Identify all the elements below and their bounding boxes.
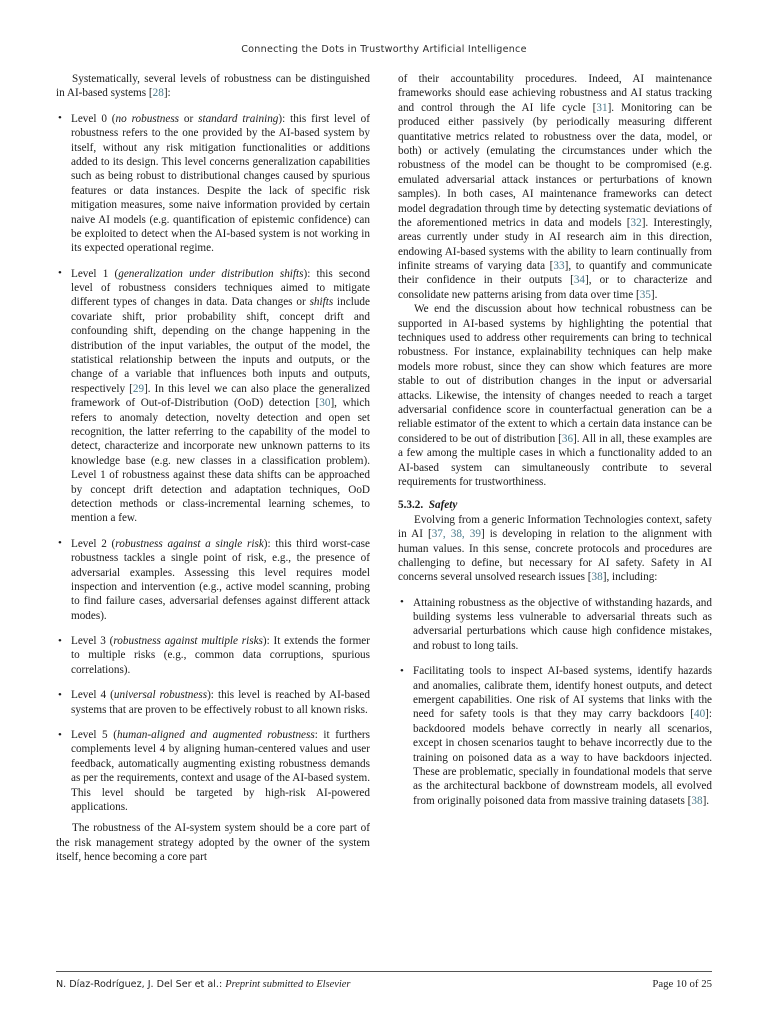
r1-text-f: ]. bbox=[650, 288, 658, 301]
level-2-lead: Level 2 ( bbox=[71, 537, 116, 550]
citation-40[interactable]: 40 bbox=[693, 708, 706, 721]
citation-32[interactable]: 32 bbox=[630, 216, 642, 229]
level-0-italic-b: standard training bbox=[198, 112, 279, 125]
r1-text-a: of their accountability procedures. Indeed, AI maintenance frameworks should ease achieving robustness and AI status tracking and control through the AI life cycle [ bbox=[398, 73, 712, 114]
level-0-lead: Level 0 ( bbox=[71, 112, 116, 125]
rb2-text-a: Facilitating tools to inspect AI-based systems, identify hazards and anomalies, calibrate them, identify honest outputs, and detect emergent capabilities. One risk of AI systems that links with the need for safety tools is that they may carry backdoors [ bbox=[413, 665, 712, 721]
r1-text-c: ]. Interestingly, areas currently under study in AI research aim in this direction, endowing AI-based systems with the ability to learn continually from infinite streams of varying data [ bbox=[398, 216, 713, 273]
list-item-level-0 bbox=[56, 112, 370, 256]
list-item-level-2 bbox=[56, 537, 370, 623]
footer-note: Preprint submitted to Elsevier bbox=[225, 979, 351, 990]
citation-separator-1: , bbox=[442, 528, 451, 541]
citation-31[interactable]: 31 bbox=[596, 101, 608, 114]
safety-issues-list bbox=[398, 596, 712, 808]
citation-33[interactable]: 33 bbox=[553, 260, 565, 273]
level-1-italic-a: generalization under distribution shifts bbox=[118, 267, 304, 280]
r3-text-a: Evolving from a generic Information Technologies context, safety in AI [ bbox=[398, 513, 712, 541]
citation-separator-2: , bbox=[461, 528, 470, 541]
list-item-facilitating-tools bbox=[398, 664, 712, 808]
left-column bbox=[56, 72, 370, 977]
subsection-title: Safety bbox=[428, 499, 458, 512]
r1-text-e: ], or to characterize and consolidate new patterns arising from data over time [ bbox=[398, 274, 713, 301]
footer-authors: N. Díaz-Rodríguez, J. Del Ser et al.: bbox=[56, 979, 226, 990]
rb2-text-b: ]: backdoored models behave correctly in nearly all scenarios, except in chosen scenarios taught to behave incorrectly due to the training on poisoned data as a way to have backdoors injected. These are problematic, specially in foundational models that serve as the architectural backbone of downstream models, all evolved from originally poisoned data from massive training datasets [ bbox=[413, 708, 712, 807]
r1-text-d: ], to quantify and communicate their confidence in their outputs [ bbox=[398, 260, 712, 287]
citation-37[interactable]: 37 bbox=[431, 528, 443, 541]
level-3-body: ): It extends the former to multiple risks (e.g., common data corruptions, spurious correlations). bbox=[71, 635, 370, 676]
list-item-attaining-robustness: • Attaining robustness as the objective of withstanding hazards, and building systems less vulnerable to adversarial threats such as adversarial perturbations which cause high confidence mistakes, and robust to long tails. bbox=[398, 596, 712, 654]
level-1-body-b: include covariate shift, prior probability shift, concept drift and confounding shift, depending on the change happening in the distribution of the input variables, the output of the model, the statistical relationship between the inputs and outputs, or the change of a variable that influences both inputs and outputs, respectively [ bbox=[71, 296, 370, 395]
intro-text-before: Systematically, several levels of robustness can be distinguished in AI-based systems [ bbox=[56, 73, 370, 100]
subsection-heading-safety bbox=[398, 498, 712, 512]
list-item-level-1 bbox=[56, 267, 370, 526]
level-4-italic: universal robustness bbox=[113, 689, 208, 702]
citation-30[interactable]: 30 bbox=[319, 397, 331, 410]
robustness-levels-list bbox=[56, 112, 370, 815]
level-2-body: ): this third worst-case robustness tackles a single point of risk, e.g., the presence of adversarial examples. Assessing this level requires model inspection and intervention (e.g., active model scanning, probing to find failure cases, adversarial defenses against different attack modes). bbox=[71, 537, 371, 622]
intro-text-after: ]: bbox=[163, 87, 171, 100]
level-5-lead: Level 5 ( bbox=[71, 729, 117, 742]
r3-text-b: ] is developing in relation to the alignment with human values. In this sense, concrete protocols and procedures are challenging to define, but necessary for AI safety. Safety in AI concerns several unsolved research issues [ bbox=[398, 528, 712, 584]
level-1-body-d: ], which refers to anomaly detection, novelty detection and open set recognition, the latter referring to the capability of the model to detect, characterize and incorporate new unknown patterns to its knowledge base (e.g. new classes in a classification problem). Level 1 of robustness against these data shifts can be approached by concept drift detection and adaptation techniques, OoD detection methods or class-incremental learning schemes, to mention a few. bbox=[71, 397, 370, 525]
level-2-italic: robustness against a single risk bbox=[115, 537, 264, 550]
right-column bbox=[398, 72, 712, 977]
r2-text-a: We end the discussion about how technical robustness can be supported in AI-based systems by highlighting the potential that techniques used to address other requirements can bring to technical robustness. For instance, explainability techniques can help make models more robust, since they can show which features are more stable to out of distribution changes in the input or adversarial attacks. Likewise, the intensity of changes needed to reach a target adversarial confidence score in counterfactual generation can be a reliable estimator of the extent to which a certain data instance can be considered to be out of distribution [ bbox=[398, 303, 712, 445]
level-1-body-c: ]. In this level we can also place the generalized framework of Out-of-Distribution (OoD) detection [ bbox=[71, 382, 371, 410]
citation-36[interactable]: 36 bbox=[561, 432, 574, 445]
level-0-body: ): this first level of robustness refers to the one provided by the AI-based system by itself, without any risk mitigation functionalities or additions added to its design. This level concerns generalization capabilities such as being robust to distributional changes caused by spurious features or data instances. Despite the lack of specific risk mitigation measures, some naive information provided by certain naive AI models (e.g. quantification of epistemic confidence) can be exploited to detect when the AI-based system is not working in its expected operational regime. bbox=[71, 112, 370, 255]
r3-text-c: ], including: bbox=[602, 571, 658, 584]
citation-39[interactable]: 39 bbox=[469, 528, 481, 541]
list-item-level-5 bbox=[56, 728, 370, 814]
subsection-number: 5.3.2. bbox=[398, 499, 424, 512]
two-column-body bbox=[56, 72, 712, 977]
citation-38-c[interactable]: 38 bbox=[691, 794, 703, 807]
footer-divider bbox=[56, 971, 712, 972]
footer-page-number: Page 10 of 25 bbox=[652, 978, 712, 990]
citation-35[interactable]: 35 bbox=[639, 288, 651, 301]
level-5-body: : it furthers complements level 4 by aligning human-centered values and user feedback, automatically augmenting existing robustness demands as per the requirements, context and usage of the AI-based system. This level should be targeted by high-risk AI-powered applications. bbox=[71, 729, 370, 813]
footer-row bbox=[56, 978, 712, 990]
right-paragraph-3 bbox=[398, 513, 712, 585]
citation-38[interactable]: 38 bbox=[450, 528, 462, 541]
footer-authors-line bbox=[56, 979, 350, 990]
r2-text-b: ]. All in all, these examples are a few among the multiple cases in which a functionality added to an AI-based system can simultaneously contribute to several requirements for trustworthiness. bbox=[398, 432, 712, 488]
list-item-level-3 bbox=[56, 634, 370, 677]
r1-text-b: ]. Monitoring can be produced either passively (by periodically measuring different quantitative metrics related to robustness over the data, model, or both) or actively (emulating the circumstances under which the robustness of the model can be thought to be compromised (e.g. emulated adversarial attack instances or perturbations of known samples). In both cases, AI maintenance frameworks can detect model degradation through time by detecting systematic deviations of the aforementioned metrics in data and models [ bbox=[398, 101, 713, 229]
citation-29[interactable]: 29 bbox=[132, 382, 145, 395]
level-3-lead: Level 3 ( bbox=[71, 635, 114, 648]
level-1-body-a: ): this second level of robustness considers techniques aimed to mitigate different types of changes in data. Data changes or bbox=[71, 267, 370, 309]
level-0-mid: or bbox=[179, 112, 199, 125]
level-4-lead: Level 4 ( bbox=[71, 689, 114, 702]
right-paragraph-2 bbox=[398, 302, 712, 489]
level-4-body: ): this level is reached by AI-based systems that are proven to be effectively robust to all known risks. bbox=[71, 689, 370, 716]
level-0-italic-a: no robustness bbox=[115, 112, 180, 125]
intro-paragraph bbox=[56, 72, 370, 101]
right-paragraph-1 bbox=[398, 72, 712, 302]
list-item-level-4 bbox=[56, 688, 370, 717]
page-footer bbox=[56, 971, 712, 990]
left-closing-paragraph: The robustness of the AI-system system should be a core part of the risk management strategy adopted by the owner of the system itself, hence becoming a core part bbox=[56, 822, 370, 864]
running-head: Connecting the Dots in Trustworthy Artificial Intelligence bbox=[241, 44, 527, 55]
level-5-italic: human-aligned and augmented robustness bbox=[116, 729, 315, 742]
level-1-italic-b: shifts bbox=[309, 296, 334, 309]
rb2-text-c: ]. bbox=[702, 794, 710, 807]
citation-34[interactable]: 34 bbox=[573, 274, 585, 287]
citation-38-b[interactable]: 38 bbox=[591, 571, 603, 584]
citation-28[interactable]: 28 bbox=[152, 87, 164, 100]
level-1-lead: Level 1 ( bbox=[71, 267, 119, 280]
level-3-italic: robustness against multiple risks bbox=[113, 635, 263, 648]
